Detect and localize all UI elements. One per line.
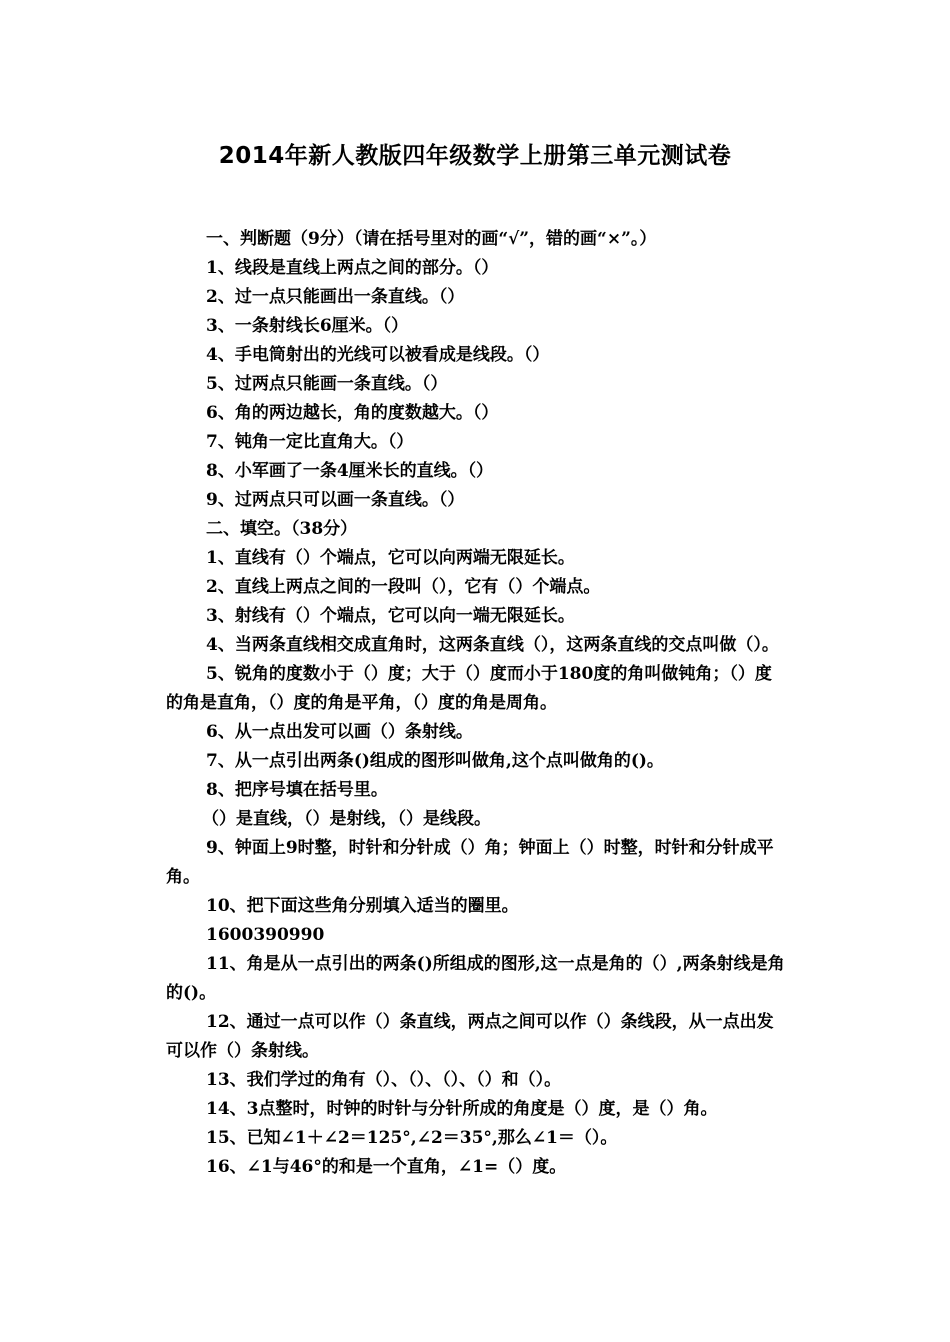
question-paragraph: 4、手电筒射出的光线可以被看成是线段。（） (206, 345, 550, 365)
question-paragraph: （）是直线，（）是射线，（）是线段。 (202, 809, 491, 829)
section-heading-fill-in: 二、填空。（38分） (206, 519, 358, 539)
question-paragraph: 5、锐角的度数小于（）度；大于（）度而小于180度的角叫做钝角；（）度的角是直角，（）度的角是平角，（）度的角是周角。 (166, 664, 772, 713)
question-paragraph: 8、把序号填在括号里。 (206, 780, 388, 800)
question-paragraph: 1、直线有（）个端点，它可以向两端无限延长。 (206, 548, 575, 568)
question-paragraph: 3、射线有（）个端点，它可以向一端无限延长。 (206, 606, 575, 626)
section-heading-judgement: 一、判断题（9分）（请在括号里对的画“√”，错的画“×”。） (206, 229, 657, 249)
question-paragraph: 7、钝角一定比直角大。（） (206, 432, 414, 452)
question-paragraph: 6、从一点出发可以画（）条射线。 (206, 722, 473, 742)
question-paragraph: 6、角的两边越长，角的度数越大。（） (206, 403, 499, 423)
question-paragraph: 5、过两点只能画一条直线。（） (206, 374, 448, 394)
question-paragraph: 3、一条射线长6厘米。（） (206, 316, 409, 336)
question-paragraph: 9、过两点只可以画一条直线。（） (206, 490, 465, 510)
question-paragraph: 12、通过一点可以作（）条直线，两点之间可以作（）条线段，从一点出发可以作（）条射线。 (166, 1012, 774, 1061)
document-title: 2014年新人教版四年级数学上册第三单元测试卷 (218, 143, 732, 169)
question-paragraph: 2、过一点只能画出一条直线。（） (206, 287, 465, 307)
question-paragraph: 9、钟面上9时整，时针和分针成（）角；钟面上（）时整，时针和分针成平角。 (166, 838, 774, 887)
question-paragraph: 13、我们学过的角有（）、（）、（）、（）和（）。 (206, 1070, 562, 1090)
question-paragraph: 11、角是从一点引出的两条()所组成的图形,这一点是角的（）,两条射线是角的()。 (166, 954, 785, 1003)
question-paragraph: 15、已知∠1＋∠2＝125°,∠2＝35°,那么∠1＝（）。 (206, 1128, 618, 1148)
question-paragraph: 1、线段是直线上两点之间的部分。（） (206, 258, 499, 278)
question-paragraph: 2、直线上两点之间的一段叫（），它有（）个端点。 (206, 577, 601, 597)
question-paragraph: 16、∠1与46°的和是一个直角，∠1=（）度。 (206, 1157, 567, 1177)
question-paragraph: 7、从一点引出两条()组成的图形叫做角,这个点叫做角的()。 (206, 751, 664, 771)
question-paragraph: 8、小军画了一条4厘米长的直线。（） (206, 461, 494, 481)
question-paragraph: 14、3点整时，时钟的时针与分针所成的角度是（）度，是（）角。 (206, 1099, 718, 1119)
question-paragraph: 10、把下面这些角分别填入适当的圈里。 (206, 896, 519, 916)
question-paragraph: 1600390990 (206, 925, 325, 945)
question-paragraph: 4、当两条直线相交成直角时，这两条直线（），这两条直线的交点叫做（）。 (206, 635, 779, 655)
document-body (166, 225, 788, 1182)
